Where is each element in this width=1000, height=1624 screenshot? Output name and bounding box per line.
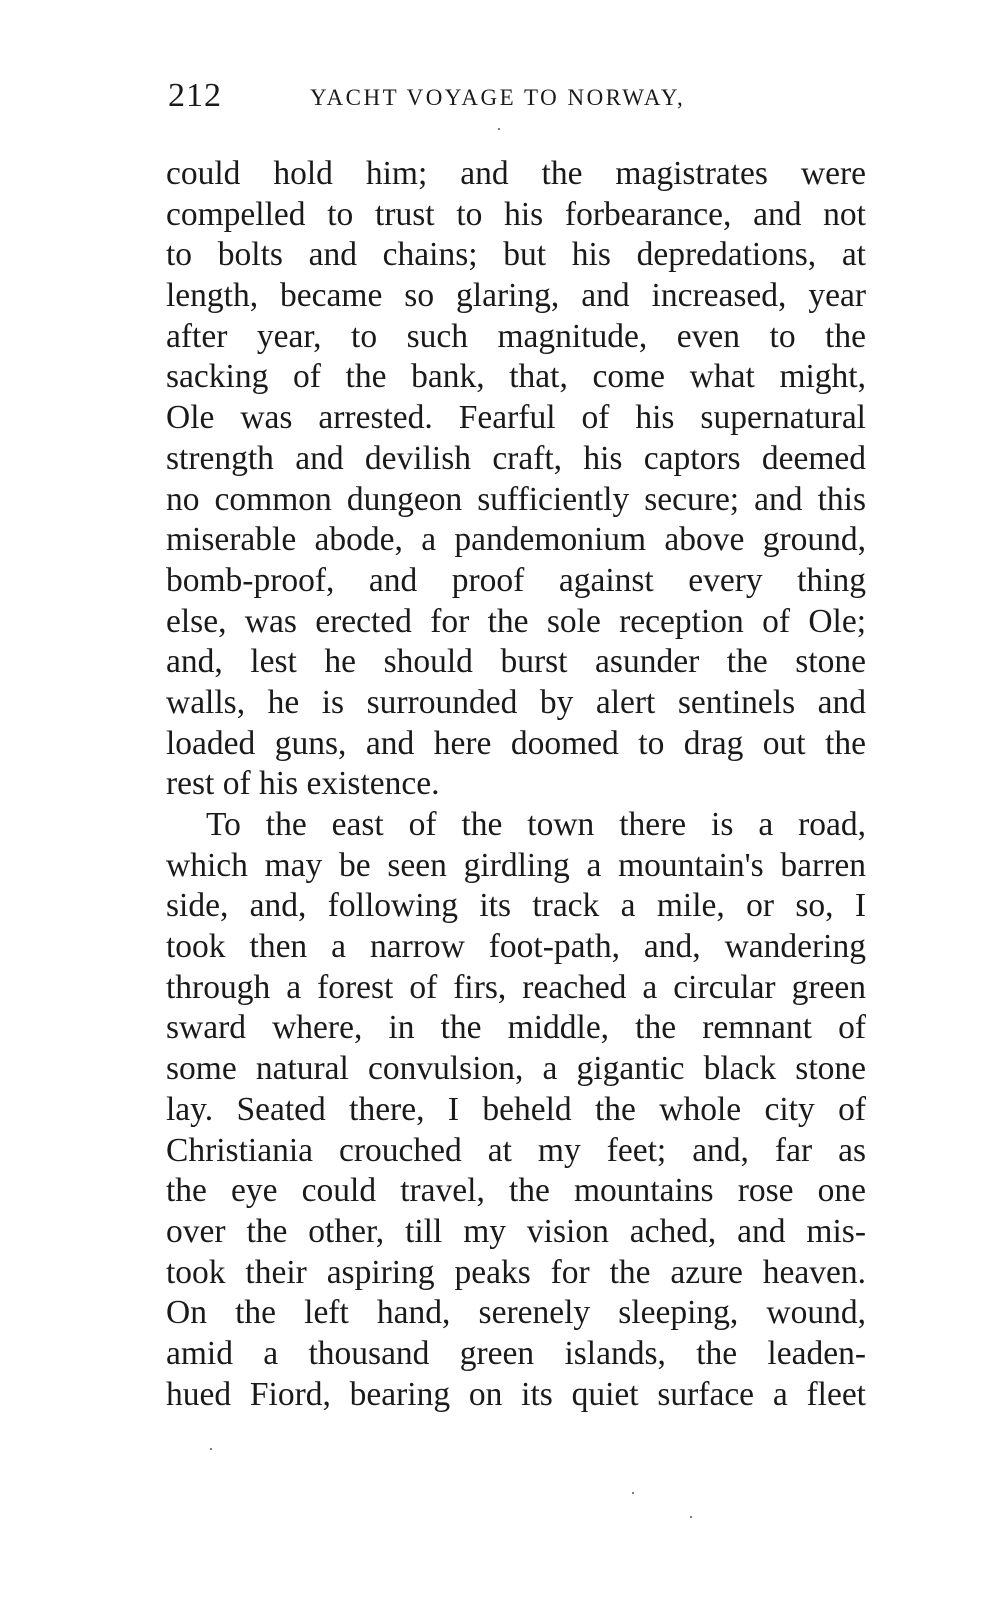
text-line: Christiania crouched at my feet; and, far as bbox=[166, 1131, 866, 1169]
text-line: walls, he is surrounded by alert sentinels and bbox=[166, 683, 866, 721]
text-line: else, was erected for the sole reception of Ole; bbox=[166, 602, 866, 640]
text-line: lay. Seated there, I beheld the whole city of bbox=[166, 1090, 866, 1128]
text-line: side, and, following its track a mile, or so, I bbox=[166, 887, 866, 925]
text-line: the eye could travel, the mountains rose one bbox=[166, 1172, 866, 1210]
text-line: after year, to such magnitude, even to the bbox=[166, 317, 866, 355]
text-line: strength and devilish craft, his captors deemed bbox=[166, 439, 866, 477]
text-line: bomb-proof, and proof against every thing bbox=[166, 561, 866, 599]
text-line: hued Fiord, bearing on its quiet surface a fleet bbox=[166, 1375, 866, 1413]
text-line: some natural convulsion, a gigantic black stone bbox=[166, 1050, 866, 1088]
text-line: through a forest of firs, reached a circular green bbox=[166, 968, 866, 1006]
scan-speck bbox=[498, 128, 500, 130]
text-line: compelled to trust to his forbearance, and not bbox=[166, 195, 866, 233]
scan-speck bbox=[210, 1448, 212, 1450]
text-line: to bolts and chains; but his depredations, at bbox=[166, 236, 866, 274]
text-line: took their aspiring peaks for the azure heaven. bbox=[166, 1253, 866, 1291]
paragraph-start-line: To the east of the town there is a road, bbox=[206, 806, 866, 843]
text-line: sward where, in the middle, the remnant of bbox=[166, 1009, 866, 1047]
text-line: and, lest he should burst asunder the stone bbox=[166, 643, 866, 681]
text-line: which may be seen girdling a mountain's barren bbox=[166, 846, 866, 884]
text-line: loaded guns, and here doomed to drag out the bbox=[166, 724, 866, 762]
text-line: On the left hand, serenely sleeping, wound, bbox=[166, 1294, 866, 1332]
page-number: 212 bbox=[168, 77, 222, 114]
text-line: took then a narrow foot-path, and, wandering bbox=[166, 928, 866, 966]
text-line: no common dungeon sufficiently secure; and this bbox=[166, 480, 866, 518]
text-line: could hold him; and the magistrates were bbox=[166, 155, 866, 192]
scan-speck bbox=[632, 1492, 634, 1494]
body-text bbox=[166, 154, 866, 1415]
paragraph-end-line: rest of his existence. bbox=[166, 765, 440, 803]
text-line: miserable abode, a pandemonium above ground, bbox=[166, 521, 866, 559]
text-line: amid a thousand green islands, the leaden- bbox=[166, 1334, 866, 1372]
text-line: length, became so glaring, and increased, year bbox=[166, 277, 866, 315]
text-line: over the other, till my vision ached, and mis- bbox=[166, 1212, 866, 1250]
text-line: Ole was arrested. Fearful of his supernatural bbox=[166, 399, 866, 437]
scan-speck bbox=[690, 1516, 692, 1518]
running-title: YACHT VOYAGE TO NORWAY, bbox=[310, 85, 686, 110]
text-line: sacking of the bank, that, come what might, bbox=[166, 358, 866, 396]
page-header bbox=[168, 76, 868, 116]
